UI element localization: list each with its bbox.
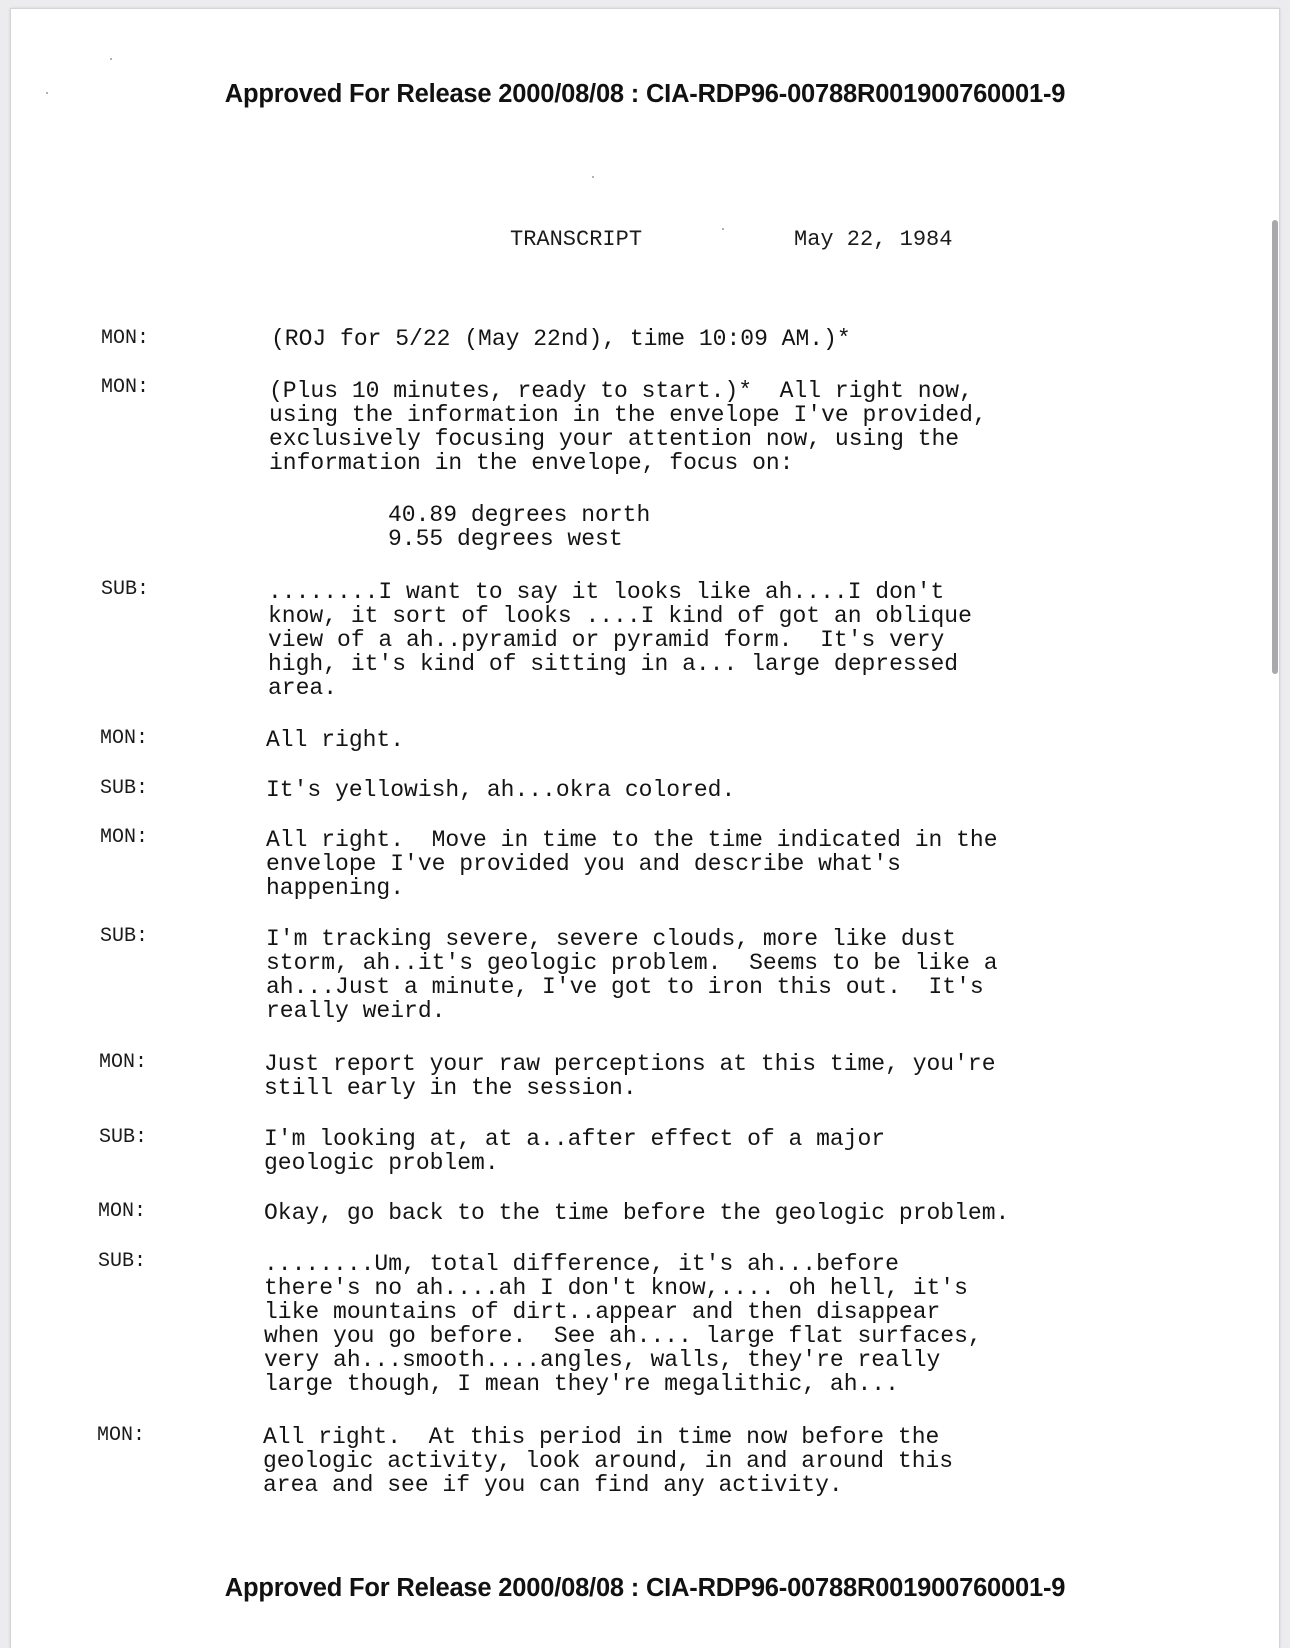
transcript-line: envelope I've provided you and describe what's [266, 851, 901, 877]
speaker-label: MON: [98, 1200, 147, 1223]
transcript-date: May 22, 1984 [794, 227, 953, 252]
transcript-line: All right. At this period in time now before the [263, 1424, 940, 1450]
transcript-line: really weird. [266, 998, 446, 1024]
transcript-line: (ROJ for 5/22 (May 22nd), time 10:09 AM.)* [271, 326, 851, 352]
speaker-label: MON: [97, 1424, 146, 1447]
transcript-line: using the information in the envelope I've provided, [269, 402, 987, 428]
transcript-line: ........Um, total difference, it's ah...before [264, 1251, 899, 1277]
transcript-line: ah...Just a minute, I've got to iron this out. It's [266, 974, 984, 1000]
speaker-label: SUB: [100, 777, 149, 800]
speaker-label: SUB: [101, 578, 150, 601]
transcript-line: know, it sort of looks ....I kind of got an oblique [268, 603, 972, 629]
transcript-line: area and see if you can find any activity. [263, 1472, 843, 1498]
transcript-line: large though, I mean they're megalithic, ah... [264, 1371, 899, 1397]
transcript-line: view of a ah..pyramid or pyramid form. It's very [268, 627, 945, 653]
speaker-label: MON: [99, 1051, 148, 1074]
transcript-line: very ah...smooth....angles, walls, they're really [264, 1347, 941, 1373]
transcript-line: happening. [266, 875, 405, 901]
transcript-line: ........I want to say it looks like ah....I don't [268, 579, 945, 605]
transcript-line: Just report your raw perceptions at this time, you're [264, 1051, 996, 1077]
speaker-label: MON: [100, 826, 149, 849]
transcript-line: area. [268, 675, 338, 701]
transcript-line: high, it's kind of sitting in a... large depressed [268, 651, 959, 677]
speaker-label: MON: [100, 727, 149, 750]
scan-speck [592, 176, 594, 178]
speaker-label: SUB: [99, 1126, 148, 1149]
transcript-title: TRANSCRIPT [510, 227, 643, 252]
speaker-label: SUB: [98, 1250, 147, 1273]
transcript-line: there's no ah....ah I don't know,.... oh hell, it's [264, 1275, 968, 1301]
transcript-line: I'm tracking severe, severe clouds, more like dust [266, 926, 957, 952]
vertical-scrollbar[interactable] [1272, 220, 1278, 674]
coordinate-line: 9.55 degrees west [388, 526, 623, 552]
coordinate-line: 40.89 degrees north [388, 502, 651, 528]
release-header: Approved For Release 2000/08/08 : CIA-RDP96-00788R001900760001-9 [224, 80, 1066, 108]
transcript-line: information in the envelope, focus on: [269, 450, 794, 476]
transcript-line: exclusively focusing your attention now, using the [269, 426, 960, 452]
scan-speck [110, 58, 112, 60]
transcript-line: storm, ah..it's geologic problem. Seems to be like a [266, 950, 998, 976]
transcript-line: geologic activity, look around, in and around this [263, 1448, 954, 1474]
release-footer: Approved For Release 2000/08/08 : CIA-RDP96-00788R001900760001-9 [224, 1574, 1066, 1602]
transcript-line: It's yellowish, ah...okra colored. [266, 777, 736, 803]
speaker-label: SUB: [100, 925, 149, 948]
transcript-line: Okay, go back to the time before the geologic problem. [264, 1200, 1010, 1226]
transcript-line: All right. Move in time to the time indicated in the [266, 827, 998, 853]
transcript-line: when you go before. See ah.... large flat surfaces, [264, 1323, 982, 1349]
transcript-line: still early in the session. [264, 1075, 637, 1101]
transcript-line: (Plus 10 minutes, ready to start.)* All right now, [269, 378, 973, 404]
speaker-label: MON: [101, 376, 150, 399]
transcript-line: I'm looking at, at a..after effect of a major [264, 1126, 886, 1152]
scan-speck [722, 228, 724, 230]
transcript-line: geologic problem. [264, 1150, 499, 1176]
transcript-line: like mountains of dirt..appear and then disappear [264, 1299, 941, 1325]
transcript-line: All right. [266, 727, 405, 753]
speaker-label: MON: [101, 327, 150, 350]
